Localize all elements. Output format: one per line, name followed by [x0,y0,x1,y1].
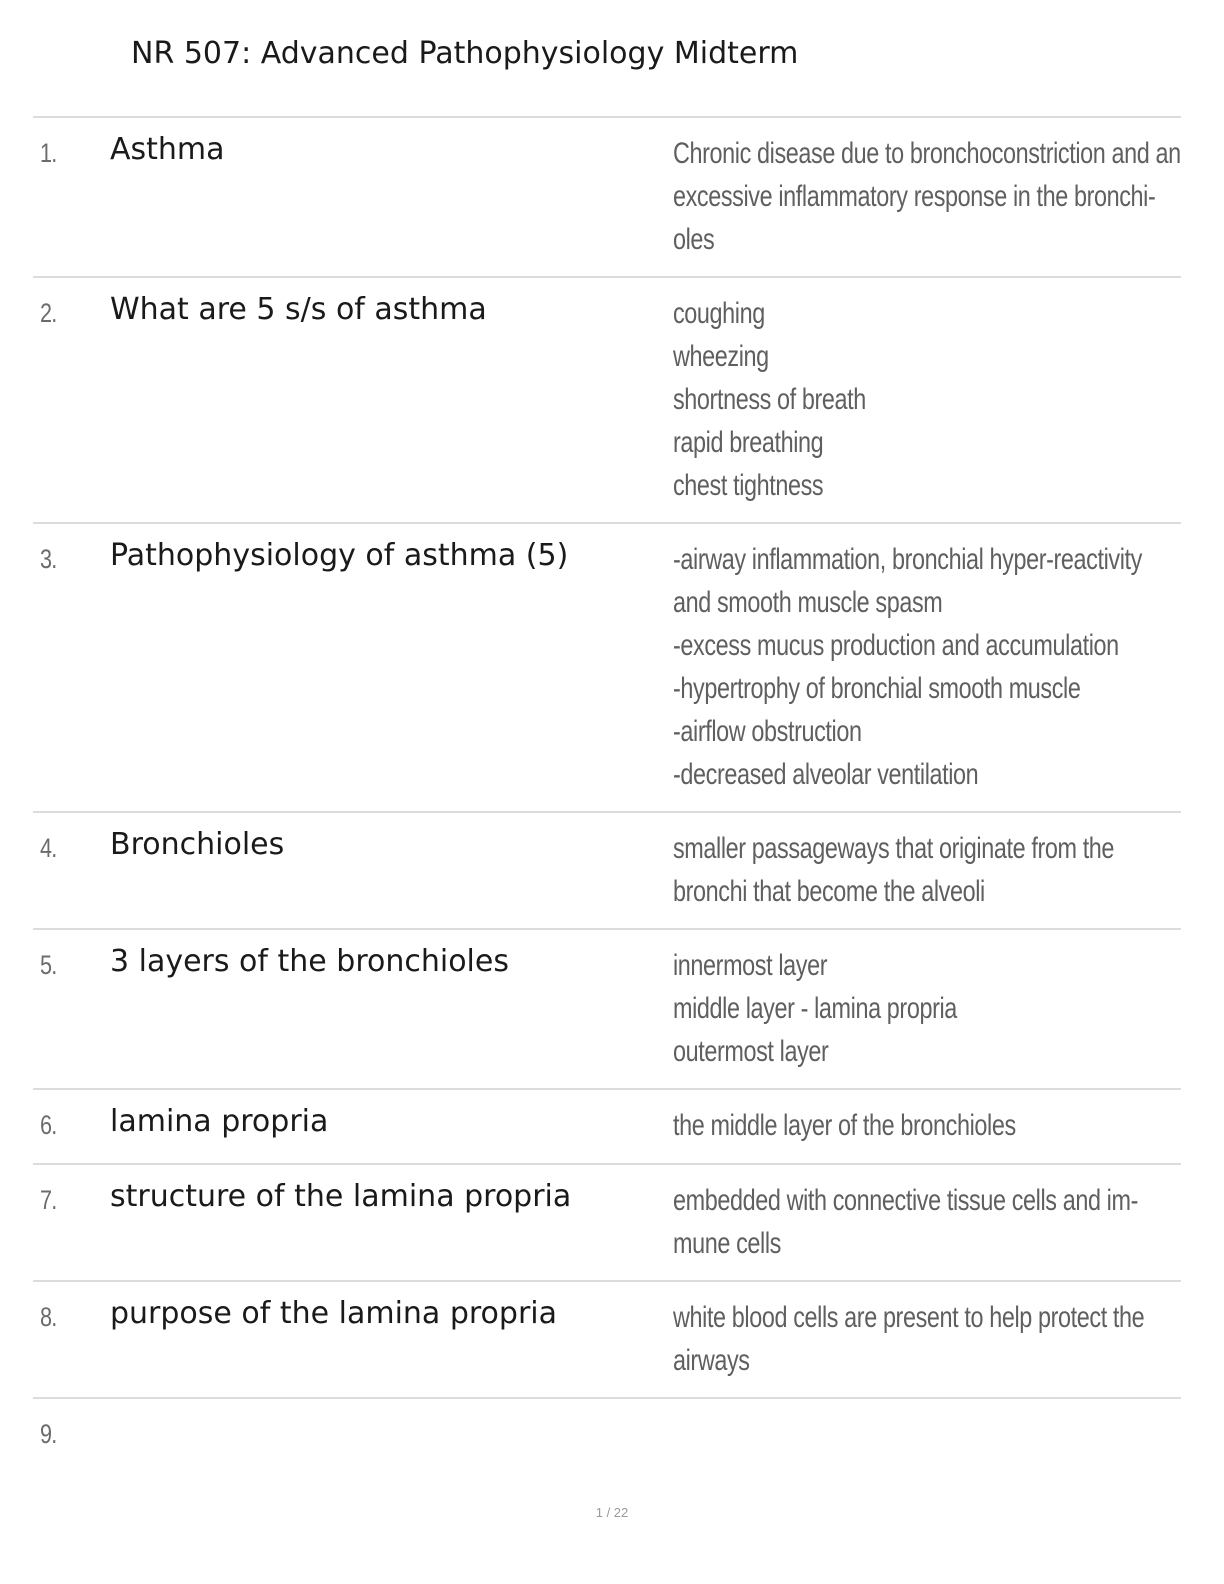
definition-line: wheezing [673,340,769,373]
flashcard-row [33,1399,1181,1479]
card-definition [673,827,1172,913]
card-number: 5. [40,950,57,980]
card-definition [673,1179,1172,1265]
card-number: 4. [40,833,57,863]
card-definition [673,944,1172,1073]
card-number: 1. [40,138,57,168]
card-definition [673,132,1181,261]
definition-line: coughing [673,297,765,330]
card-term: Asthma [110,132,225,167]
definition-line: -airway inflammation, bronchial hyper-reactivity [673,543,1142,576]
flashcard-row [33,524,1181,813]
definition-line: Chronic disease due to bronchoconstriction and an [673,137,1181,170]
definition-line: airways [673,1344,750,1377]
flashcard-row [33,278,1181,524]
definition-line: shortness of breath [673,383,866,416]
definition-line: and smooth muscle spasm [673,586,943,619]
definition-line: innermost layer [673,949,828,982]
card-number: 3. [40,544,57,574]
card-definition [673,538,1172,796]
definition-line: bronchi that become the alveoli [673,875,985,908]
card-term: Bronchioles [110,827,285,862]
definition-line: middle layer - lamina propria [673,992,957,1025]
definition-line: oles [673,223,715,256]
flashcard-row [33,1165,1181,1282]
card-term: lamina propria [110,1104,329,1139]
card-term: What are 5 s/s of asthma [110,292,487,327]
card-term: Pathophysiology of asthma (5) [110,538,569,573]
definition-line: -hypertrophy of bronchial smooth muscle [673,672,1081,705]
flashcard-list [33,118,1181,1479]
definition-line: chest tightness [673,469,824,502]
flashcard-row [33,1282,1181,1399]
card-number: 2. [40,298,57,328]
card-number: 6. [40,1110,57,1140]
definition-line: embedded with connective tissue cells and im- [673,1184,1139,1217]
card-number: 7. [40,1185,57,1215]
card-number: 8. [40,1302,57,1332]
page-number: 1 / 22 [595,1505,629,1520]
page-title: NR 507: Advanced Pathophysiology Midterm [131,36,799,71]
flashcard-row [33,813,1181,930]
definition-line: rapid breathing [673,426,824,459]
flashcard-row [33,1090,1181,1165]
definition-line: -airflow obstruction [673,715,862,748]
definition-line: outermost layer [673,1035,829,1068]
card-term: purpose of the lamina propria [110,1296,558,1331]
definition-line: the middle layer of the bronchioles [673,1109,1016,1142]
definition-line: mune cells [673,1227,781,1260]
flashcard-row [33,118,1181,278]
definition-line: -excess mucus production and accumulation [673,629,1119,662]
definition-line: white blood cells are present to help protect the [673,1301,1145,1334]
definition-line: excessive inflammatory response in the bronchi- [673,180,1156,213]
card-definition [673,1104,1172,1147]
card-definition [673,292,1172,507]
definition-line: -decreased alveolar ventilation [673,758,979,791]
card-term: 3 layers of the bronchioles [110,944,509,979]
card-definition [673,1296,1172,1382]
definition-line: smaller passageways that originate from the [673,832,1115,865]
card-term: structure of the lamina propria [110,1179,572,1214]
flashcard-row [33,930,1181,1090]
card-number: 9. [40,1419,57,1449]
